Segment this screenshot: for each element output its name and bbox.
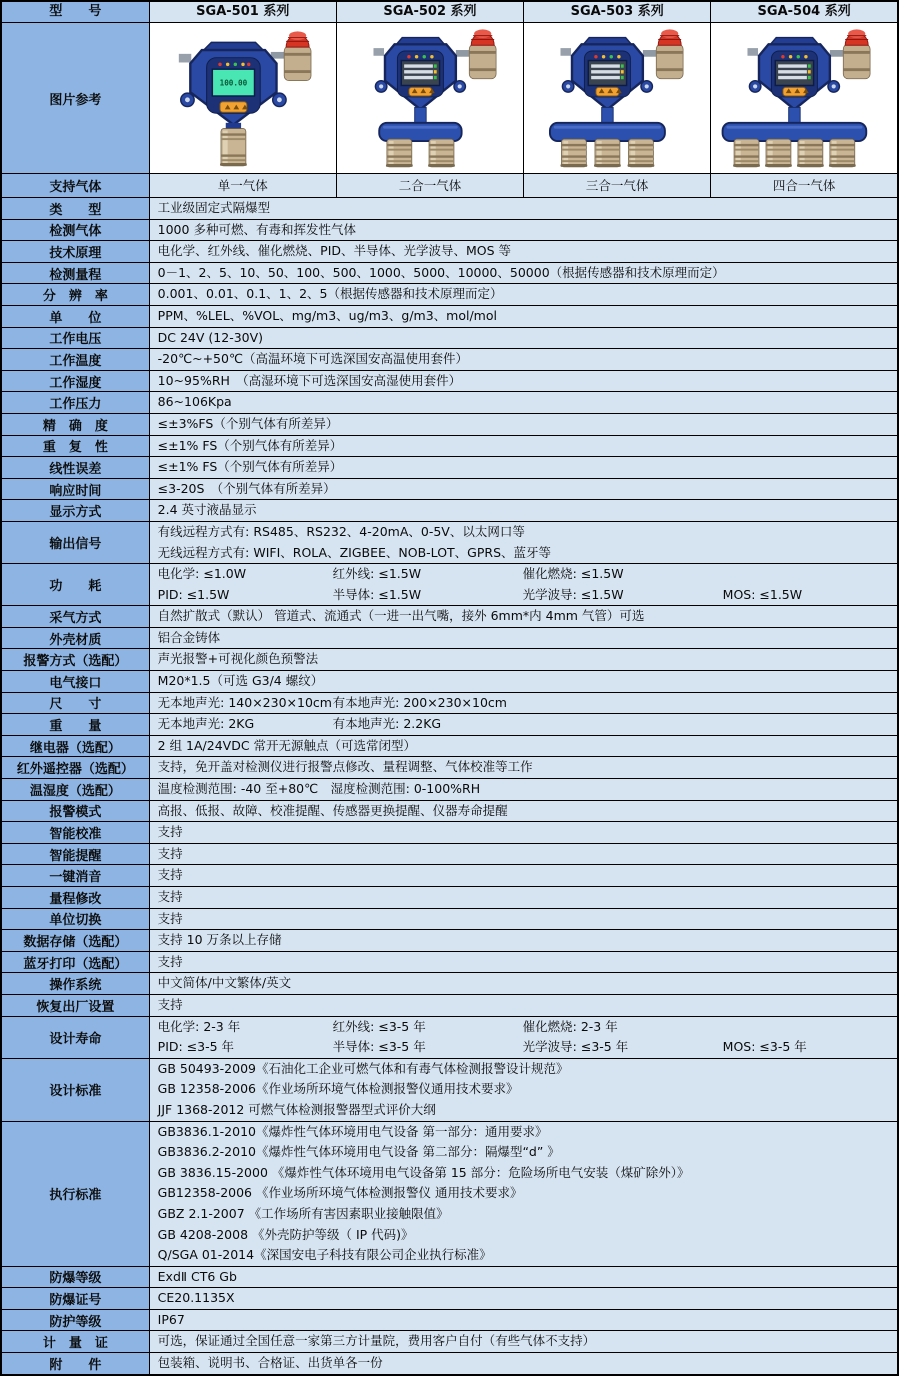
model-name-sga-501: SGA-501 系列 [149,1,336,23]
spec-row-label: 智能校准 [1,822,149,844]
spec-value-line: JJF 1368-2012 可燃气体检测报警器型式评价大纲 [157,1101,436,1117]
spec-value-segment: MOS: ≤1.5W [722,586,803,602]
spec-value-line: 10~95%RH （高湿环境下可选深国安高湿使用套件） [157,372,462,388]
spec-row-label: 类 型 [1,198,149,220]
spec-row-value [149,413,898,435]
spec-row-value [149,435,898,457]
spec-value-segment: 光学波导: ≤1.5W [522,586,624,602]
spec-value-line [158,714,893,735]
spec-value-line: 2 组 1A/24VDC 常开无源触点（可选常闭型） [157,737,417,753]
spec-row-value [149,478,898,500]
sensor-probe [428,139,455,167]
spec-value-line [158,1037,893,1058]
table-row [1,1121,898,1266]
table-row [1,671,898,693]
table-row [1,305,898,327]
spec-row-label: 线性误差 [1,457,149,479]
table-row [1,500,898,522]
table-row [1,262,898,284]
table-row [1,198,898,220]
spec-value-segment: 催化燃烧: 2-3 年 [522,1018,618,1034]
table-row [1,413,898,435]
gas-type-sga-502: 二合一气体 [336,174,523,198]
spec-row-label: 外壳材质 [1,627,149,649]
spec-value-line: ≤±1% FS（个别气体有所差异） [157,437,343,453]
spec-row-label: 防爆等级 [1,1266,149,1288]
spec-row-value [149,671,898,693]
spec-value-line: ExdⅡ CT6 Gb [157,1268,237,1284]
spec-value-line: M20*1.5（可选 G3/4 螺纹） [157,673,324,689]
spec-row-label: 报警模式 [1,800,149,822]
spec-row-label: 一键消音 [1,865,149,887]
spec-row-value [149,1331,898,1353]
table-row [1,843,898,865]
table-row [1,908,898,930]
spec-row-value [149,1016,898,1058]
spec-value-line: 2.4 英寸液晶显示 [157,502,257,518]
table-row [1,392,898,414]
spec-value-line: 0.001、0.01、0.1、1、2、5（根据传感器和技术原理而定） [157,286,503,302]
spec-value-segment: PID: ≤3-5 年 [157,1039,235,1055]
spec-row-label: 响应时间 [1,478,149,500]
spec-row-value [149,284,898,306]
spec-row-value [149,865,898,887]
spec-row-label: 设计寿命 [1,1016,149,1058]
table-row-gases [1,174,898,198]
spec-row-value [149,521,898,563]
spec-row-label: 输出信号 [1,521,149,563]
spec-row-value [149,1288,898,1310]
spec-value-line: IP67 [157,1311,185,1327]
row-label-images: 图片参考 [1,23,149,174]
spec-row-value [149,1058,898,1121]
spec-value-segment: 有本地声光: 200×230×10cm [332,694,507,710]
spec-row-value [149,735,898,757]
spec-row-label: 恢复出厂设置 [1,994,149,1016]
sensor-probe [628,139,655,167]
table-row [1,1309,898,1331]
spec-value-line: 支持，免开盖对检测仪进行报警点修改、量程调整、气体校准等工作 [157,759,533,775]
spec-row-value [149,692,898,714]
spec-value-line: 支持 [157,824,183,840]
gas-type-sga-504: 四合一气体 [711,174,898,198]
spec-row-value [149,1309,898,1331]
spec-value-segment: 半导体: ≤3-5 年 [332,1039,426,1055]
spec-value-line: CE20.1135X [157,1290,235,1306]
spec-value-line: GB12358-2006 《作业场所环境气体检测报警仪 通用技术要求》 [157,1185,523,1201]
spec-row-value [149,327,898,349]
spec-value-line [158,564,893,585]
spec-row-value [149,800,898,822]
spec-row-value [149,370,898,392]
spec-row-value [149,627,898,649]
spec-value-line: 支持 [157,910,183,926]
spec-value-line: 包装箱、说明书、合格证、出货单各一份 [157,1355,383,1371]
spec-row-label: 数据存储（选配） [1,930,149,952]
sensor-probe [561,139,588,167]
spec-row-value [149,1266,898,1288]
sensor-probe [220,129,247,166]
table-row [1,865,898,887]
table-row [1,1266,898,1288]
spec-row-label: 显示方式 [1,500,149,522]
spec-value-segment: 光学波导: ≤3-5 年 [522,1039,629,1055]
gas-type-sga-501: 单一气体 [149,174,336,198]
spec-row-label: 精 确 度 [1,413,149,435]
table-row [1,457,898,479]
spec-row-label: 红外遥控器（选配） [1,757,149,779]
spec-row-value [149,500,898,522]
spec-value-line: ≤±1% FS（个别气体有所差异） [157,459,343,475]
spec-value-line: GB3836.2-2010《爆炸性气体环境用电气设备 第二部分：隔爆型“d” 》 [157,1144,560,1160]
spec-value-line: GB 4208-2008 《外壳防护等级（ IP 代码)》 [157,1226,414,1242]
spec-row-label: 执行标准 [1,1121,149,1266]
spec-value-line: 铝合金铸体 [157,629,221,645]
spec-value-line: 支持 [157,845,183,861]
spec-row-value [149,305,898,327]
spec-value-line: -20℃~+50℃（高温环境下可选深国安高温使用套件） [157,351,469,367]
table-row [1,779,898,801]
sensor-probe [797,139,824,167]
spec-value-segment: 半导体: ≤1.5W [332,586,422,602]
spec-row-value [149,241,898,263]
spec-value-line: GB3836.1-2010《爆炸性气体环境用电气设备 第一部分：通用要求》 [157,1123,548,1139]
spec-value-line: GB 3836.15-2000 《爆炸性气体环境用电气设备第 15 部分：危险场所电气安装（煤矿除外）》 [157,1164,690,1180]
spec-value-segment: 无本地声光: 140×230×10cm [157,694,332,710]
spec-value-line: 1000 多种可燃、有毒和挥发性气体 [157,221,356,237]
spec-value-segment: 电化学: 2-3 年 [157,1018,241,1034]
table-row [1,973,898,995]
spec-value-segment: MOS: ≤3-5 年 [722,1039,807,1055]
table-row [1,1016,898,1058]
spec-row-value [149,649,898,671]
spec-row-label: 量程修改 [1,887,149,909]
spec-row-label: 采气方式 [1,606,149,628]
spec-row-value [149,714,898,736]
spec-row-label: 技术原理 [1,241,149,263]
spec-row-value [149,262,898,284]
spec-value-line: 有线远程方式有: RS485、RS232、4-20mA、0-5V、以太网口等 [157,523,525,539]
spec-row-value [149,1353,898,1375]
spec-value-segment: 红外线: ≤3-5 年 [332,1018,426,1034]
spec-row-label: 智能提醒 [1,843,149,865]
alarm-beacon-icon [643,29,683,78]
model-name-sga-502: SGA-502 系列 [336,1,523,23]
spec-value-line: ≤3-20S （个别气体有所差异） [157,480,336,496]
table-row [1,1331,898,1353]
spec-row-label: 电气接口 [1,671,149,693]
table-row-images [1,23,898,174]
table-row [1,692,898,714]
table-row [1,822,898,844]
table-row [1,627,898,649]
spec-value-line: 支持 [157,889,183,904]
table-row [1,951,898,973]
spec-value-line: 中文简体/中文繁体/英文 [157,975,292,991]
spec-value-line: 自然扩散式（默认） 管道式、流通式（一进一出气嘴，接外 6mm*内 4mm 气管）可选 [157,608,645,624]
table-row [1,994,898,1016]
sensor-probe [765,139,792,167]
spec-row-value [149,994,898,1016]
sensor-probe [594,139,621,167]
spec-row-label: 操作系统 [1,973,149,995]
row-label-model: 型 号 [1,1,149,23]
table-row [1,1288,898,1310]
sensor-probe [733,139,760,167]
spec-value-line: 支持 [157,953,183,969]
device-image-sga-502 [339,23,521,169]
table-row [1,606,898,628]
spec-value-line: 支持 [157,996,183,1012]
spec-row-value [149,887,898,909]
table-row [1,241,898,263]
spec-row-label: 尺 寸 [1,692,149,714]
table-row [1,735,898,757]
spec-value-line: 支持 10 万条以上存储 [157,932,282,948]
spec-row-value [149,606,898,628]
table-row [1,349,898,371]
spec-value-line: GB 12358-2006《作业场所环境气体检测报警仪通用技术要求》 [157,1081,519,1097]
table-row [1,478,898,500]
table-row [1,327,898,349]
spec-row-value [149,757,898,779]
spec-value-segment: PID: ≤1.5W [157,586,230,602]
spec-value-line: 86~106Kpa [157,394,232,410]
spec-row-label: 重 量 [1,714,149,736]
spec-row-label: 温湿度（选配） [1,779,149,801]
gas-type-sga-503: 三合一气体 [524,174,711,198]
spec-row-label: 检测量程 [1,262,149,284]
spec-row-value [149,843,898,865]
spec-value-line [158,693,893,714]
spec-value-line: 电化学、红外线、催化燃烧、PID、半导体、光学波导、MOS 等 [157,243,512,259]
spec-row-value [149,457,898,479]
table-row [1,757,898,779]
device-image-sga-504 [713,23,895,169]
table-row [1,649,898,671]
table-row [1,521,898,563]
spec-value-line: 0－1、2、5、10、50、100、500、1000、5000、10000、50000（根据传感器和技术原理而定） [157,264,725,280]
spec-row-label: 功 耗 [1,564,149,606]
alarm-beacon-icon [456,29,496,78]
spec-row-value [149,822,898,844]
svg-text:100.00: 100.00 [219,78,248,88]
device-image-sga-503 [526,23,708,169]
model-name-sga-503: SGA-503 系列 [524,1,711,23]
spec-value-line: 支持 [157,867,183,883]
spec-value-line [158,585,893,606]
row-label-gases: 支持气体 [1,174,149,198]
spec-row-label: 附 件 [1,1353,149,1375]
sensor-probe [829,139,856,167]
sensor-probe [386,139,413,167]
spec-value-line: 无线远程方式有: WIFI、ROLA、ZIGBEE、NOB-LOT、GPRS、蓝牙等 [157,544,552,560]
spec-row-label: 设计标准 [1,1058,149,1121]
spec-value-segment: 无本地声光: 2KG [157,716,255,732]
spec-row-label: 工作电压 [1,327,149,349]
spec-value-line: Q/SGA 01-2014《深国安电子科技有限公司企业执行标准》 [157,1247,492,1263]
spec-row-value [149,564,898,606]
table-row-model [1,1,898,23]
spec-value-line: 声光报警+可视化颜色预警法 [157,651,319,667]
spec-value-line: 温度检测范围: -40 至+80℃ 湿度检测范围: 0-100%RH [157,781,481,797]
spec-value-line: ≤±3%FS（个别气体有所差异） [157,415,339,431]
image-cell-sga-504 [711,23,898,174]
table-row [1,370,898,392]
spec-row-label: 防护等级 [1,1309,149,1331]
table-row [1,435,898,457]
spec-value-line: 可选，保证通过全国任意一家第三方计量院，费用客户自付（有些气体不支持） [157,1333,596,1349]
spec-row-label: 继电器（选配） [1,735,149,757]
spec-row-value [149,1121,898,1266]
image-cell-sga-503 [524,23,711,174]
spec-row-label: 分 辨 率 [1,284,149,306]
spec-row-label: 重 复 性 [1,435,149,457]
spec-row-value [149,779,898,801]
spec-row-value [149,951,898,973]
spec-row-value [149,198,898,220]
spec-row-value [149,219,898,241]
spec-row-label: 报警方式（选配） [1,649,149,671]
spec-row-label: 工作温度 [1,349,149,371]
spec-row-label: 单 位 [1,305,149,327]
table-row [1,714,898,736]
table-row [1,800,898,822]
spec-row-label: 防爆证号 [1,1288,149,1310]
spec-value-line: GB 50493-2009《石油化工企业可燃气体和有毒气体检测报警设计规范》 [157,1060,569,1076]
device-image-sga-501 [152,23,334,169]
table-row [1,930,898,952]
spec-value-line: DC 24V (12-30V) [157,329,264,345]
spec-value-segment: 有本地声光: 2.2KG [332,716,442,732]
spec-row-value [149,973,898,995]
table-row [1,1353,898,1375]
spec-row-label: 工作湿度 [1,370,149,392]
spec-value-segment: 红外线: ≤1.5W [332,566,422,582]
table-row [1,564,898,606]
spec-value-line: GBZ 2.1-2007 《工作场所有害因素职业接触限值》 [157,1205,449,1221]
spec-row-value [149,392,898,414]
spec-value-line: 工业级固定式隔爆型 [157,200,271,215]
spec-row-value [149,930,898,952]
spec-row-value [149,908,898,930]
spec-row-label: 检测气体 [1,219,149,241]
spec-row-label: 蓝牙打印（选配） [1,951,149,973]
spec-value-line: PPM、%LEL、%VOL、mg/m3、ug/m3、g/m3、mol/mol [157,307,497,323]
table-row [1,284,898,306]
image-cell-sga-502 [336,23,523,174]
image-cell-sga-501 [149,23,336,174]
spec-value-segment: 催化燃烧: ≤1.5W [522,566,624,582]
spec-row-value [149,349,898,371]
table-row [1,219,898,241]
spec-value-line: 高报、低报、故障、校准提醒、传感器更换提醒、仪器寿命提醒 [157,802,508,818]
spec-row-label: 单位切换 [1,908,149,930]
spec-row-label: 计 量 证 [1,1331,149,1353]
spec-value-line [158,1017,893,1038]
table-row [1,1058,898,1121]
table-row [1,887,898,909]
alarm-beacon-icon [830,29,870,78]
spec-row-label: 工作压力 [1,392,149,414]
model-name-sga-504: SGA-504 系列 [711,1,898,23]
spec-value-segment: 电化学: ≤1.0W [157,566,247,582]
